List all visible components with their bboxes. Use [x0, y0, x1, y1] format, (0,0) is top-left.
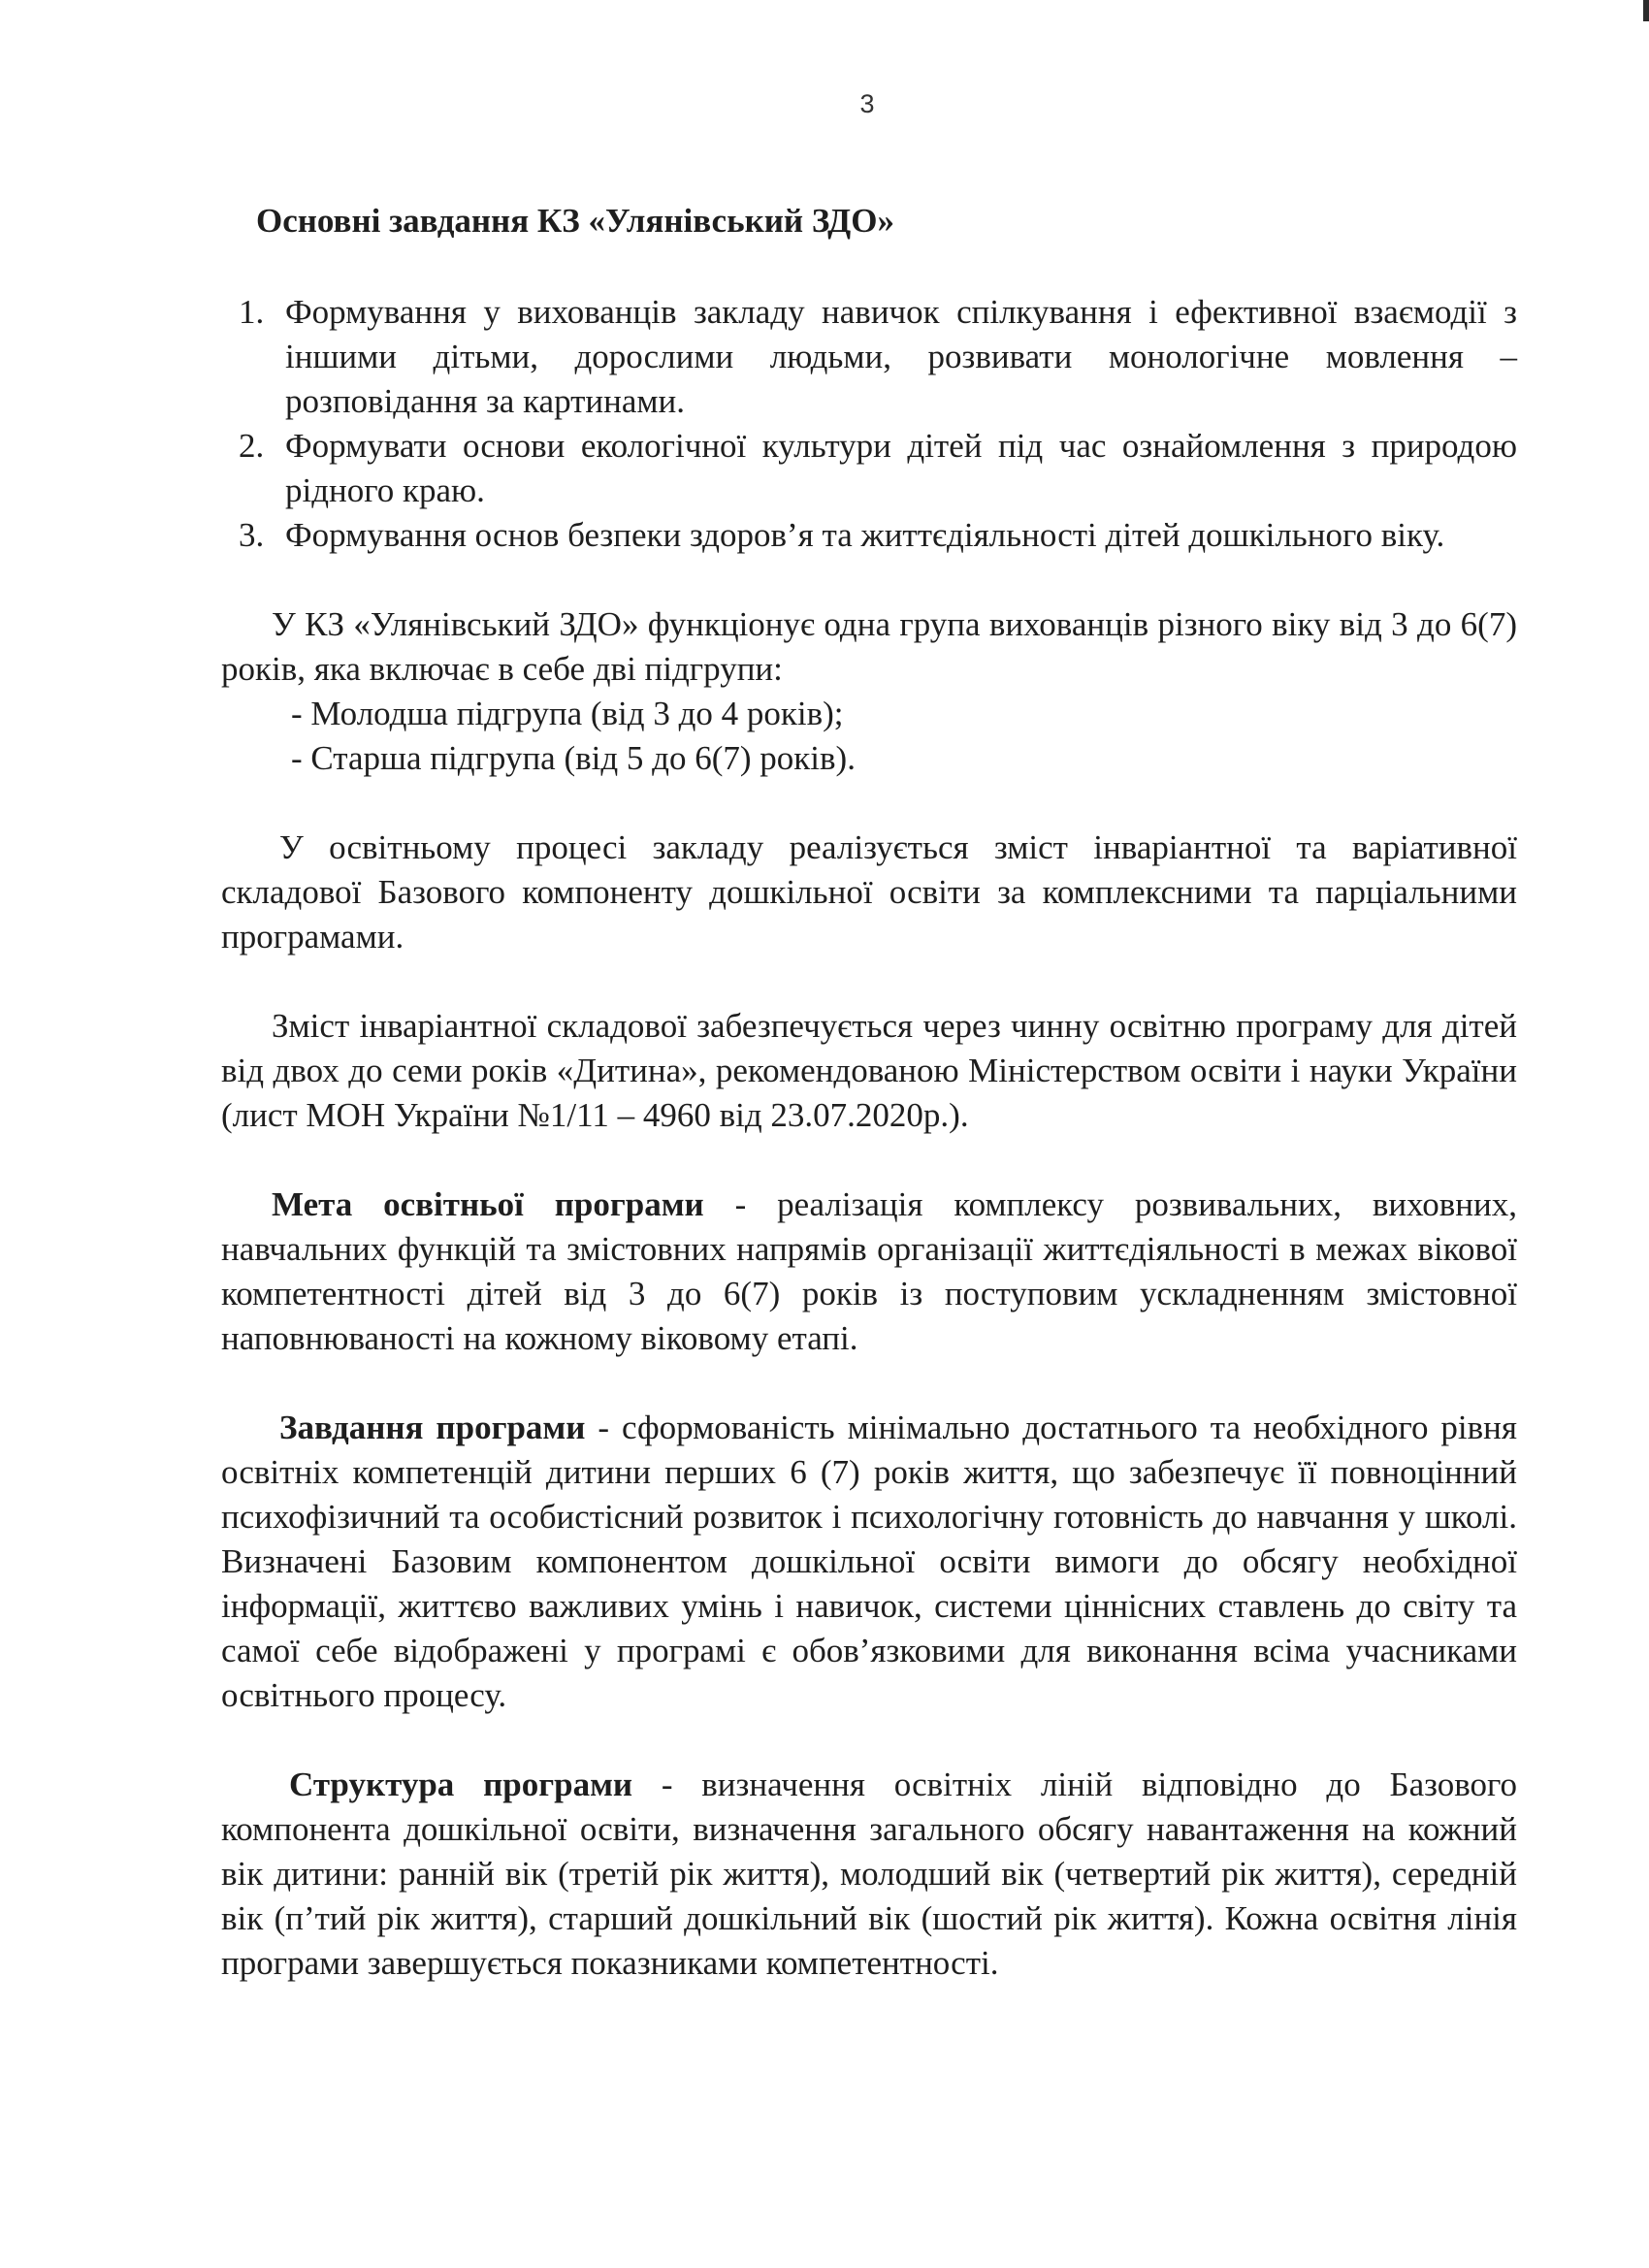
- structure-label: Структура програми: [289, 1766, 633, 1803]
- goal-label: Мета освітньої програми: [272, 1185, 704, 1223]
- list-item-number: 3.: [239, 516, 265, 554]
- structure-paragraph: [221, 1763, 1517, 1986]
- list-item-number: 1.: [239, 293, 265, 331]
- document-body: [221, 199, 1517, 1986]
- scan-edge-mark: [1643, 0, 1649, 21]
- list-item: [221, 290, 1517, 424]
- list-item-text: Формування основ безпеки здоров’я та життєдіяльності дітей дошкільного віку.: [285, 516, 1445, 554]
- tasks-list: [221, 290, 1517, 558]
- page-number: 3: [859, 89, 875, 118]
- section-heading: Основні завдання КЗ «Улянівський ЗДО»: [256, 202, 894, 240]
- list-item-text: Формування у вихованців закладу навичок спілкування і ефективної взаємодії з іншими дітьми, дорослими людьми, розвивати монологічне мовлення – розповідання за картинами.: [285, 293, 1517, 420]
- invariant-paragraph: Зміст інваріантної складової забезпечується через чинну освітню програму для дітей від двох до семи років «Дитина», рекомендованою Міністерством освіти і науки України (лист МОН України №1/11 – 4960 від 23.07.2020р.).: [221, 1007, 1517, 1134]
- goal-paragraph: [221, 1183, 1517, 1361]
- list-item-number: 2.: [239, 427, 265, 465]
- content-paragraph: У освітньому процесі закладу реалізується зміст інваріантної та варіативної складової Базового компоненту дошкільної освіти за комплексними та парціальними програмами.: [221, 828, 1517, 956]
- list-item-text: Формувати основи екологічної культури дітей під час ознайомлення з природою рідного краю.: [285, 427, 1517, 509]
- subgroup-item: - Молодша підгрупа (від 3 до 4 років);: [291, 695, 844, 732]
- subgroup-item: - Старша підгрупа (від 5 до 6(7) років).: [291, 739, 856, 777]
- list-item: [221, 424, 1517, 513]
- groups-paragraph: У КЗ «Улянівський ЗДО» функціонує одна група вихованців різного віку від 3 до 6(7) років, яка включає в себе дві підгрупи:: [221, 605, 1517, 688]
- goal-text: - реалізація комплексу розвивальних, виховних, навчальних функцій та змістовних напрямів організації життєдіяльності в межах вікової компетентності дітей від 3 до 6(7) років із поступовим ускладненням змістовної наповнюваності на кожному віковому етапі.: [221, 1185, 1517, 1357]
- program-tasks-paragraph: [221, 1406, 1517, 1718]
- list-item: [221, 513, 1517, 558]
- structure-text: - визначення освітніх ліній відповідно до Базового компонента дошкільної освіти, визначення загального обсягу навантаження на кожний вік дитини: ранній вік (третій рік життя), молодший вік (четвертий рік життя), середній вік (п’тий рік життя), старший дошкільний вік (шостий рік життя). Кожна освітня лінія програми завершується показниками компетентності.: [221, 1766, 1517, 1982]
- program-tasks-text: - сформованість мінімально достатнього та необхідного рівня освітніх компетенцій дитини перших 6 (7) років життя, що забезпечує її повноцінний психофізичний та особистісний розвиток і психологічну готовність до навчання у школі. Визначені Базовим компонентом дошкільної освіти вимоги до обсягу необхідної інформації, життєво важливих умінь і навичок, системи ціннісних ставлень до світу та самої себе відображені у програмі є обов’язковими для виконання всіма учасниками освітнього процесу.: [221, 1409, 1517, 1714]
- program-tasks-label: Завдання програми: [279, 1409, 586, 1446]
